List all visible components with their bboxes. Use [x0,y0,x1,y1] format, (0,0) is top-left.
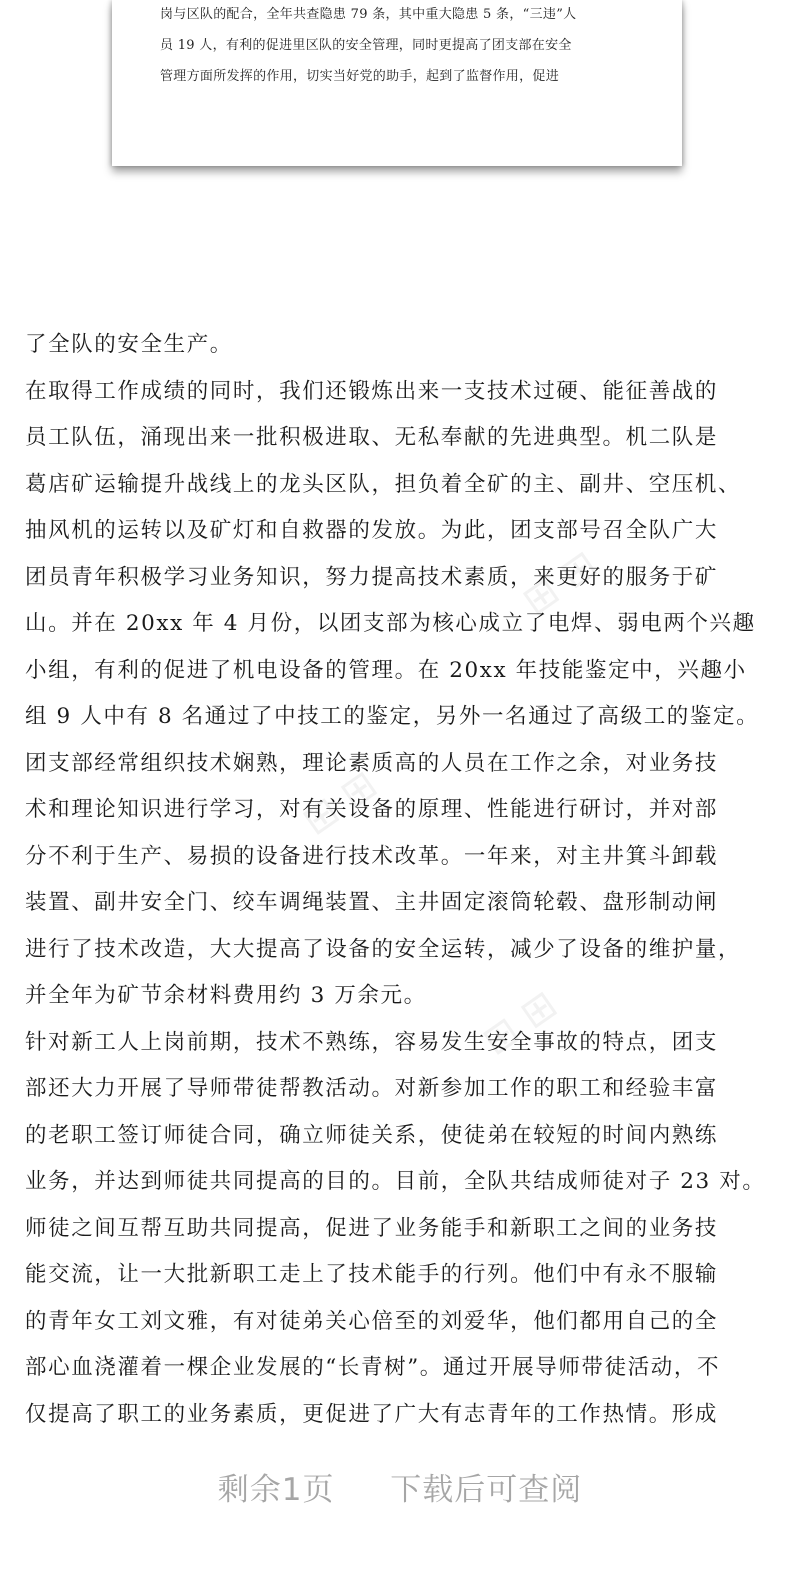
body-line: 仅提高了职工的业务素质，更促进了广大有志青年的工作热情。形成 [25,1401,719,1427]
body-line: 术和理论知识进行学习，对有关设备的原理、性能进行研讨，并对部 [25,797,719,822]
document-preview-card [112,0,682,166]
body-line: 进行了技术改造，大大提高了设备的安全运转，减少了设备的维护量， [25,936,742,962]
body-line: 部心血浇灌着一棵企业发展的“长青树”。通过开展导师带徒活动，不 [25,1355,721,1380]
body-line: 能交流，让一大批新职工走上了技术能手的行列。他们中有永不服输 [25,1262,719,1287]
watermark: ⊞ ⊞ [514,541,606,625]
watermark: ⊞ ⊞ [294,761,386,845]
body-line: 师徒之间互帮互助共同提高，促进了业务能手和新职工之间的业务技 [25,1215,719,1241]
remaining-pages-label: 剩余1页 [217,1472,335,1508]
download-prompt[interactable] [0,1464,800,1509]
body-line: 部还大力开展了导师带徒帮教活动。对新参加工作的职工和经验丰富 [25,1076,719,1101]
body-line: 葛店矿运输提升战线上的龙头区队，担负着全矿的主、副井、空压机、 [25,471,742,497]
body-line: 山。并在 20xx 年 4 月份，以团支部为核心成立了电焊、弱电两个兴趣 [25,611,756,636]
body-line: 的老职工签订师徒合同，确立师徒关系，使徒弟在较短的时间内熟练 [25,1122,719,1148]
body-line: 员工队伍，涌现出来一批积极进取、无私奉献的先进典型。机二队是 [25,425,719,450]
body-line: 的青年女工刘文雅，有对徒弟关心倍至的刘爱华，他们都用自己的全 [25,1308,719,1334]
preview-line: 员 19 人，有利的促进里区队的安全管理，同时更提高了团支部在安全 [160,38,572,53]
download-to-view-label: 下载后可查阅 [390,1472,583,1508]
body-line: 装置、副井安全门、绞车调绳装置、主井固定滚筒轮毂、盘形制动闸 [25,890,719,915]
body-line: 小组，有利的促进了机电设备的管理。在 20xx 年技能鉴定中，兴趣小 [25,657,747,683]
body-line: 了全队的安全生产。 [25,332,233,357]
body-line: 针对新工人上岗前期，技术不熟练，容易发生安全事故的特点，团支 [25,1029,719,1055]
body-line: 组 9 人中有 8 名通过了中技工的鉴定，另外一名通过了高级工的鉴定。 [25,704,760,729]
body-line: 并全年为矿节余材料费用约 3 万余元。 [25,983,427,1008]
body-line: 分不利于生产、易损的设备进行技术改革。一年来，对主井箕斗卸载 [25,843,719,869]
preview-line: 岗与区队的配合，全年共查隐患 79 条，其中重大隐患 5 条，“三违”人 [160,7,577,22]
preview-line: 管理方面所发挥的作用，切实当好党的助手，起到了监督作用，促进 [160,69,560,84]
body-line: 团员青年积极学习业务知识，努力提高技术素质，来更好的服务于矿 [25,564,719,590]
body-line: 团支部经常组织技术娴熟，理论素质高的人员在工作之余，对业务技 [25,750,719,776]
document-body [25,322,800,1438]
body-line: 抽风机的运转以及矿灯和自救器的发放。为此，团支部号召全队广大 [25,518,719,543]
watermark: ⊞ ⊞ [474,981,566,1065]
body-line: 在取得工作成绩的同时，我们还锻炼出来一支技术过硬、能征善战的 [25,378,719,404]
body-line: 业务，并达到师徒共同提高的目的。目前，全队共结成师徒对子 23 对。 [25,1169,766,1194]
